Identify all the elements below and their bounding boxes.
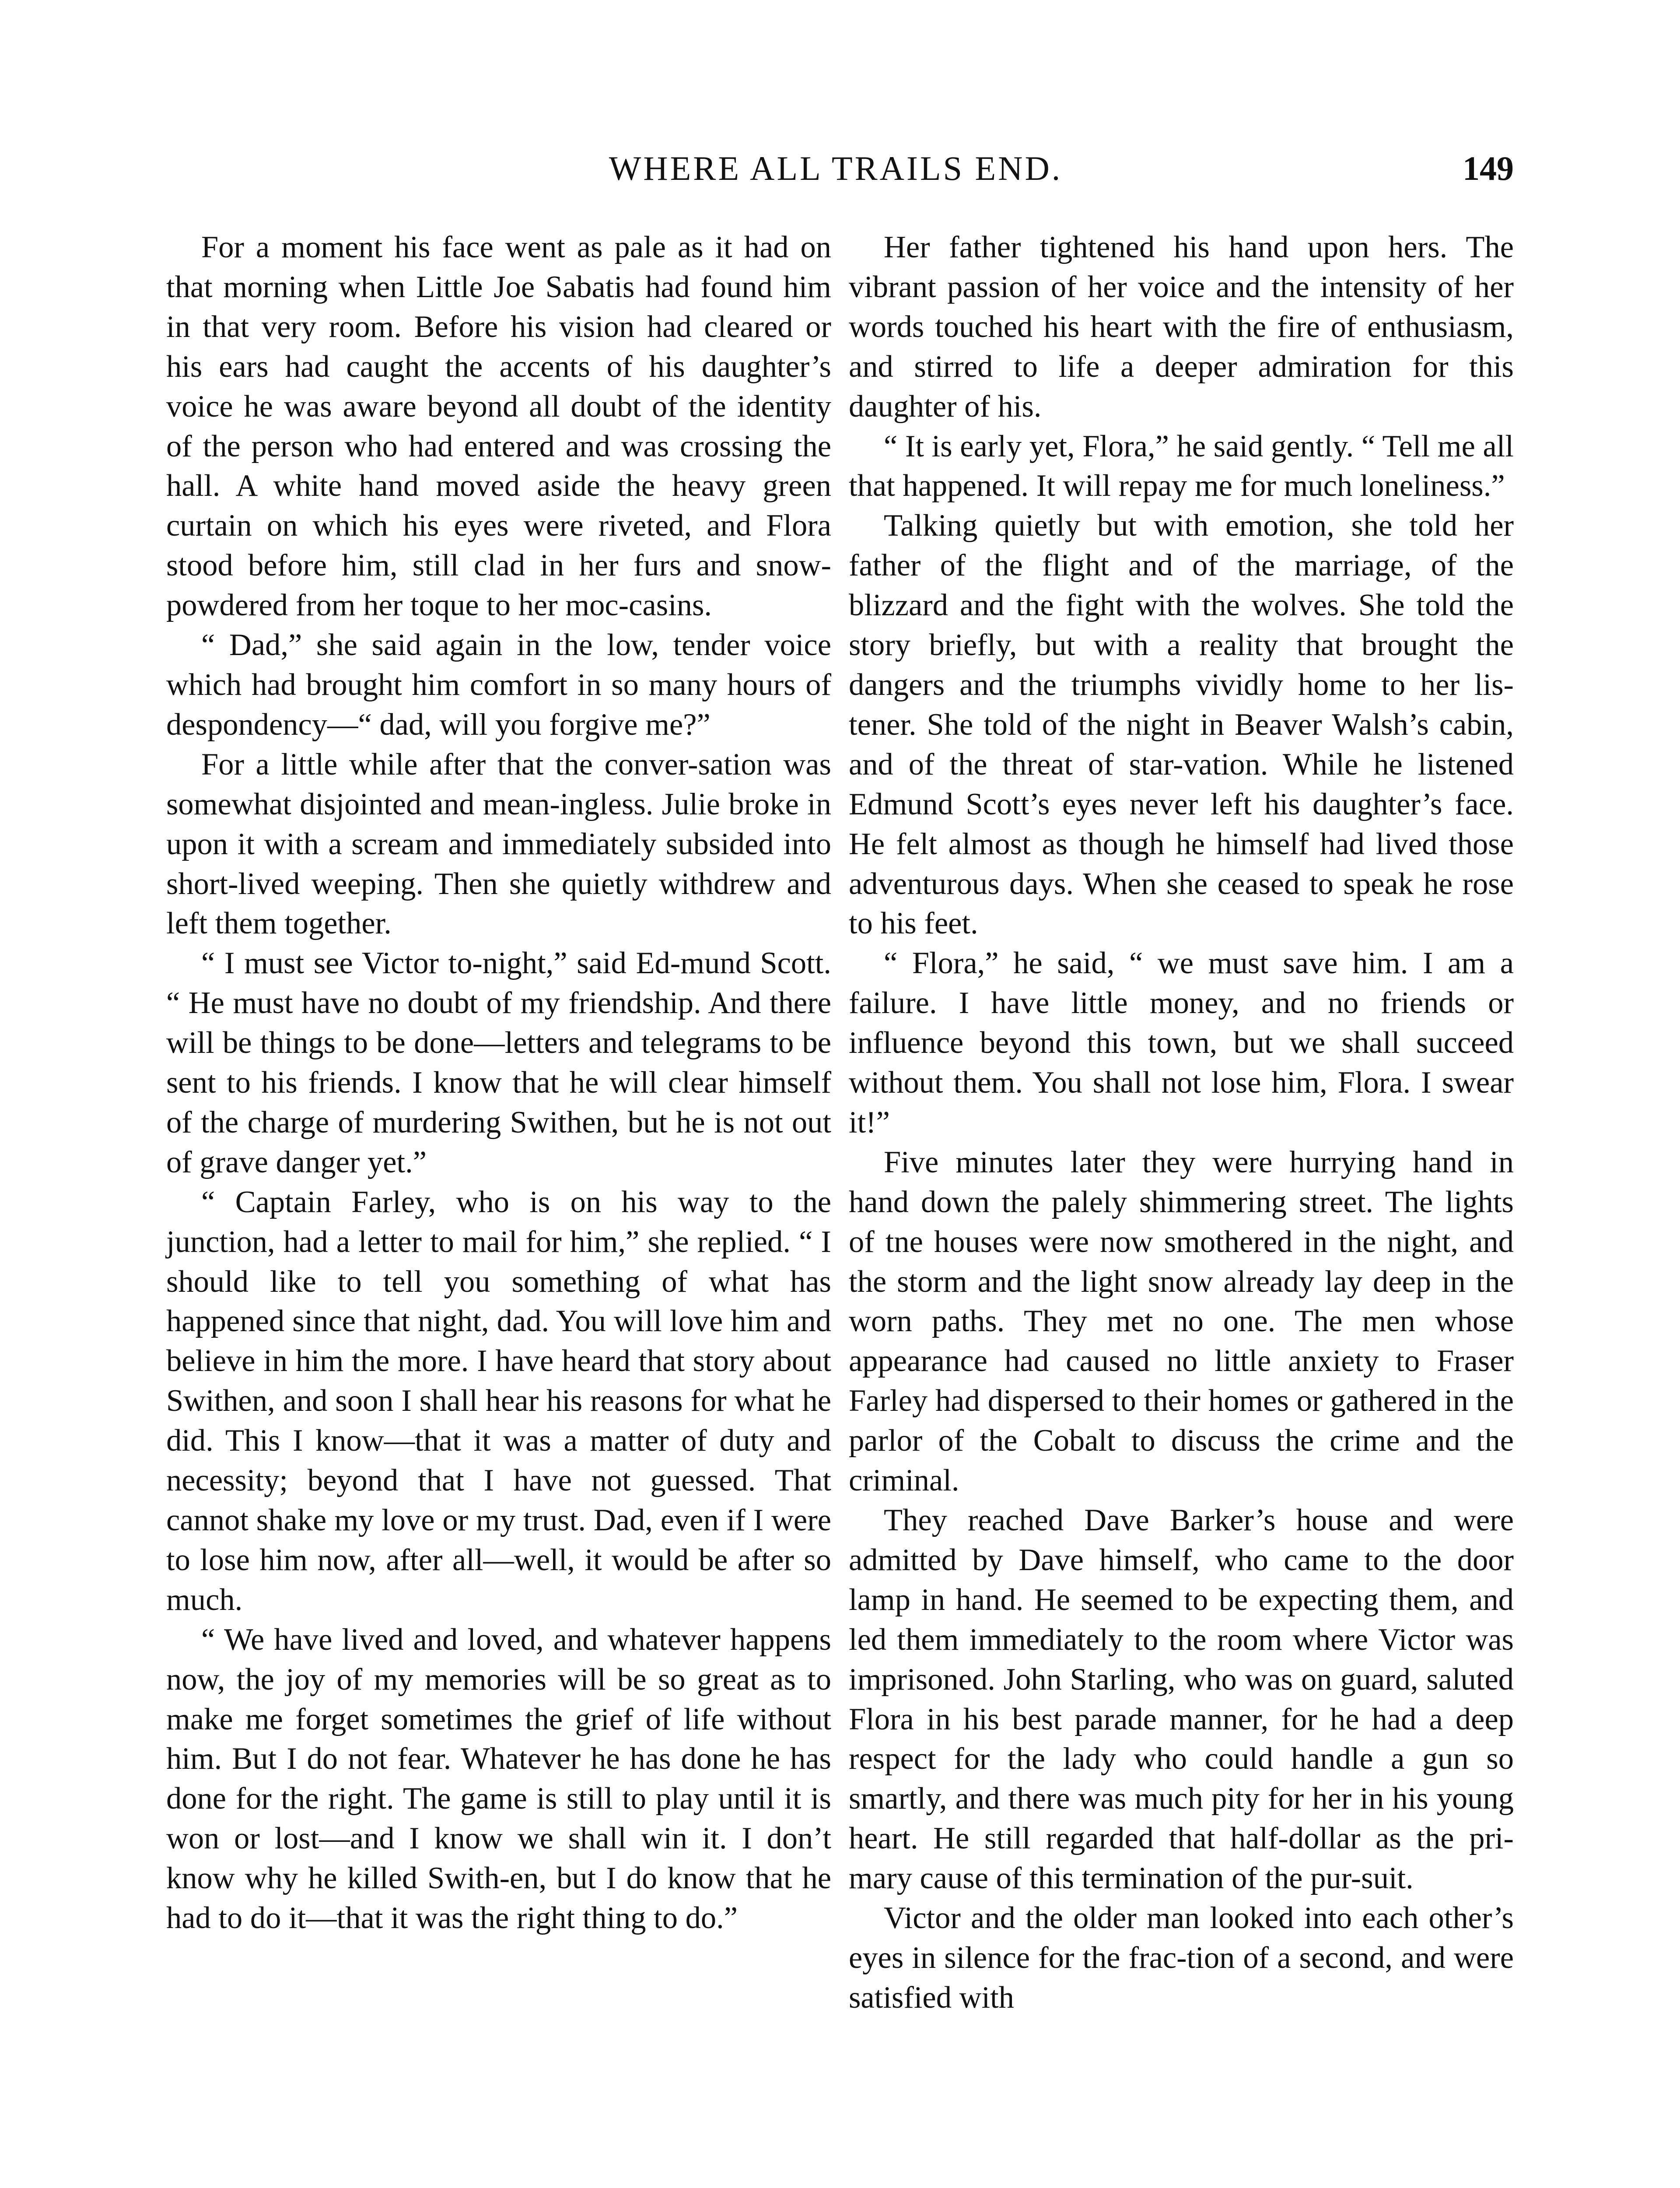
right-column <box>849 228 1514 2018</box>
paragraph: They reached Dave Barker’s house and were admitted by Dave himself, who came to the door lamp in hand. He seemed to be expecting them, and led them immediately to the room where Victor was imprisoned. John Starling, who was on guard, saluted Flora in his best parade manner, for he had a deep respect for the lady who could handle a gun so smartly, and there was much pity for her in his young heart. He still regarded that half-dollar as the pri-mary cause of this termination of the pur-suit. <box>849 1503 1514 1896</box>
paragraph: “ We have lived and loved, and whatever happens now, the joy of my memories will be so great as to make me forget sometimes the grief of life without him. But I do not fear. Whatever he has done he has done for the right. The game is still to play until it is won or lost—and I know we shall win it. I don’t know why he killed Swith-en, but I do know that he had to do it—that it was the right thing to do.” <box>166 1622 831 1936</box>
running-title: WHERE ALL TRAILS END. <box>609 149 1063 187</box>
paragraph: “ Captain Farley, who is on his way to the junction, had a letter to mail for him,” she replied. “ I should like to tell you something of what has happened since that night, dad. You will love him and believe in him the more. I have heard that story about Swithen, and soon I shall hear his reasons for what he did. This I know—that it was a matter of duty and necessity; beyond that I have not guessed. That cannot shake my love or my trust. Dad, even if I were to lose him now, after all—well, it would be after so much. <box>166 1185 831 1617</box>
paragraph: Her father tightened his hand upon hers. The vibrant passion of her voice and the intensity of her words touched his heart with the fire of enthusiasm, and stirred to life a deeper admiration for this daughter of his. <box>849 230 1514 424</box>
paragraph: For a moment his face went as pale as it had on that morning when Little Joe Sabatis had found him in that very room. Before his vision had cleared or his ears had caught the accents of his daughter’s voice he was aware beyond all doubt of the identity of the person who had entered and was crossing the hall. A white hand moved aside the heavy green curtain on which his eyes were riveted, and Flora stood before him, still clad in her furs and snow-powdered from her toque to her moc-casins. <box>166 230 831 623</box>
left-column <box>166 228 831 1938</box>
paragraph: “ I must see Victor to-night,” said Ed-mund Scott. “ He must have no doubt of my friendship. And there will be things to be done—letters and telegrams to be sent to his friends. I know that he will clear himself of the charge of murdering Swithen, but he is not out of grave danger yet.” <box>166 946 831 1179</box>
paragraph: Five minutes later they were hurrying hand in hand down the palely shimmering street. The lights of tne houses were now smothered in the night, and the storm and the light snow already lay deep in the worn paths. They met no one. The men whose appearance had caused no little anxiety to Fraser Farley had dispersed to their homes or gathered in the parlor of the Cobalt to discuss the crime and the criminal. <box>849 1145 1514 1498</box>
paragraph: For a little while after that the conver-sation was somewhat disjointed and mean-ingless. Julie broke in upon it with a scream and immediately subsided into short-lived weeping. Then she quietly withdrew and left them together. <box>166 747 831 941</box>
page-number: 149 <box>1463 149 1514 187</box>
paragraph: “ Dad,” she said again in the low, tender voice which had brought him comfort in so many hours of despondency—“ dad, will you forgive me?” <box>166 628 831 742</box>
paragraph: Talking quietly but with emotion, she told her father of the flight and of the marriage, of the blizzard and the fight with the wolves. She told the story briefly, but with a reality that brought the dangers and the triumphs vividly home to her lis-tener. She told of the night in Beaver Walsh’s cabin, and of the threat of star-vation. While he listened Edmund Scott’s eyes never left his daughter’s face. He felt almost as though he himself had lived those adventurous days. When she ceased to speak he rose to his feet. <box>849 508 1514 941</box>
paragraph: “ Flora,” he said, “ we must save him. I am a failure. I have little money, and no friends or influence beyond this town, but we shall succeed without them. You shall not lose him, Flora. I swear it!” <box>849 946 1514 1140</box>
paragraph: “ It is early yet, Flora,” he said gently. “ Tell me all that happened. It will repay me for much loneliness.” <box>849 429 1514 503</box>
paragraph: Victor and the older man looked into each other’s eyes in silence for the frac-tion of a second, and were satisfied with <box>849 1901 1514 2015</box>
running-header <box>158 144 1514 193</box>
